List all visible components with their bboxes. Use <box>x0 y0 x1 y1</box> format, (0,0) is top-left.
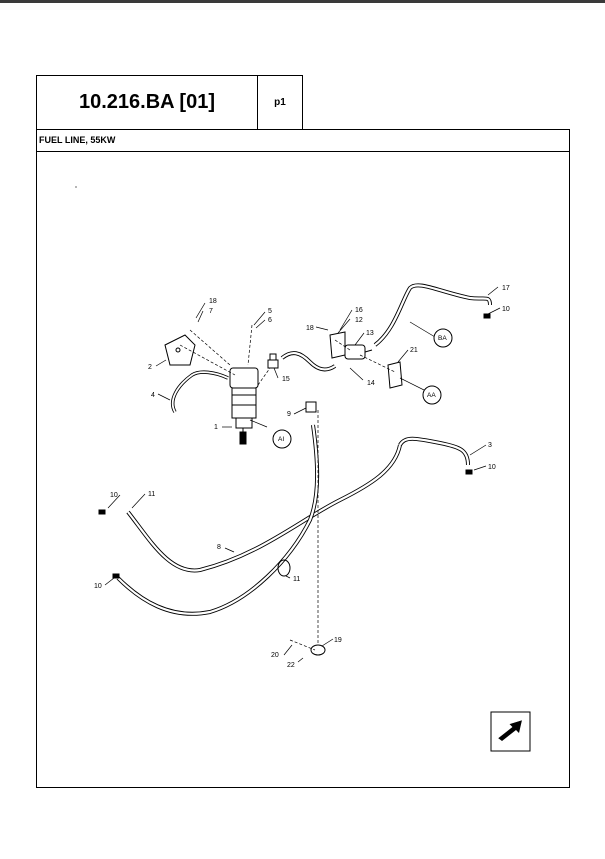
bracket-2 <box>165 335 195 365</box>
callout-4: 4 <box>151 392 155 399</box>
clamp-11 <box>278 560 290 576</box>
fitting-9 <box>306 402 316 412</box>
view-label-aa: AA <box>427 392 436 399</box>
fuel-line-3 <box>400 439 468 465</box>
arrow-icon[interactable] <box>491 712 530 751</box>
callout-5: 5 <box>268 308 272 315</box>
fitting-15 <box>268 354 278 368</box>
callout-10d: 10 <box>94 583 102 590</box>
clamp-19 <box>311 645 325 655</box>
callout-9: 9 <box>287 411 291 418</box>
callout-18a: 18 <box>209 298 217 305</box>
callout-12: 12 <box>355 317 363 324</box>
callout-20: 20 <box>271 652 279 659</box>
fuel-line-top <box>375 285 490 345</box>
callout-13: 13 <box>366 330 374 337</box>
callout-19: 19 <box>334 637 342 644</box>
callout-17: 17 <box>502 285 510 292</box>
bracket-12 <box>330 332 345 358</box>
valve-13 <box>345 345 372 359</box>
callout-1: 1 <box>214 424 218 431</box>
callout-22: 22 <box>287 662 295 669</box>
callout-10a: 10 <box>502 306 510 313</box>
callout-11a: 11 <box>148 491 156 498</box>
callout-7: 7 <box>209 308 213 315</box>
page-code: 10.216.BA [01] <box>79 91 215 113</box>
fuel-line-14 <box>282 353 335 369</box>
fuel-line-8 <box>128 445 400 570</box>
callout-21: 21 <box>410 347 418 354</box>
callout-11b: 11 <box>293 576 301 583</box>
fuel-filter <box>230 368 258 444</box>
callout-10c: 10 <box>110 492 118 499</box>
callout-3: 3 <box>488 442 492 449</box>
view-label-ai: AI <box>278 436 285 443</box>
pipe-4 <box>173 372 228 412</box>
callout-15: 15 <box>282 376 290 383</box>
callout-2: 2 <box>148 364 152 371</box>
callout-10b: 10 <box>488 464 496 471</box>
bracket-21 <box>388 362 402 388</box>
diagram-title: FUEL LINE, 55KW <box>39 135 116 145</box>
fuel-line-lower <box>118 425 317 614</box>
callout-14: 14 <box>367 380 375 387</box>
callout-8: 8 <box>217 544 221 551</box>
callout-6: 6 <box>268 317 272 324</box>
callout-16: 16 <box>355 307 363 314</box>
callout-18b: 18 <box>306 325 314 332</box>
page-number: p1 <box>274 97 286 108</box>
view-label-ba: BA <box>438 335 447 342</box>
